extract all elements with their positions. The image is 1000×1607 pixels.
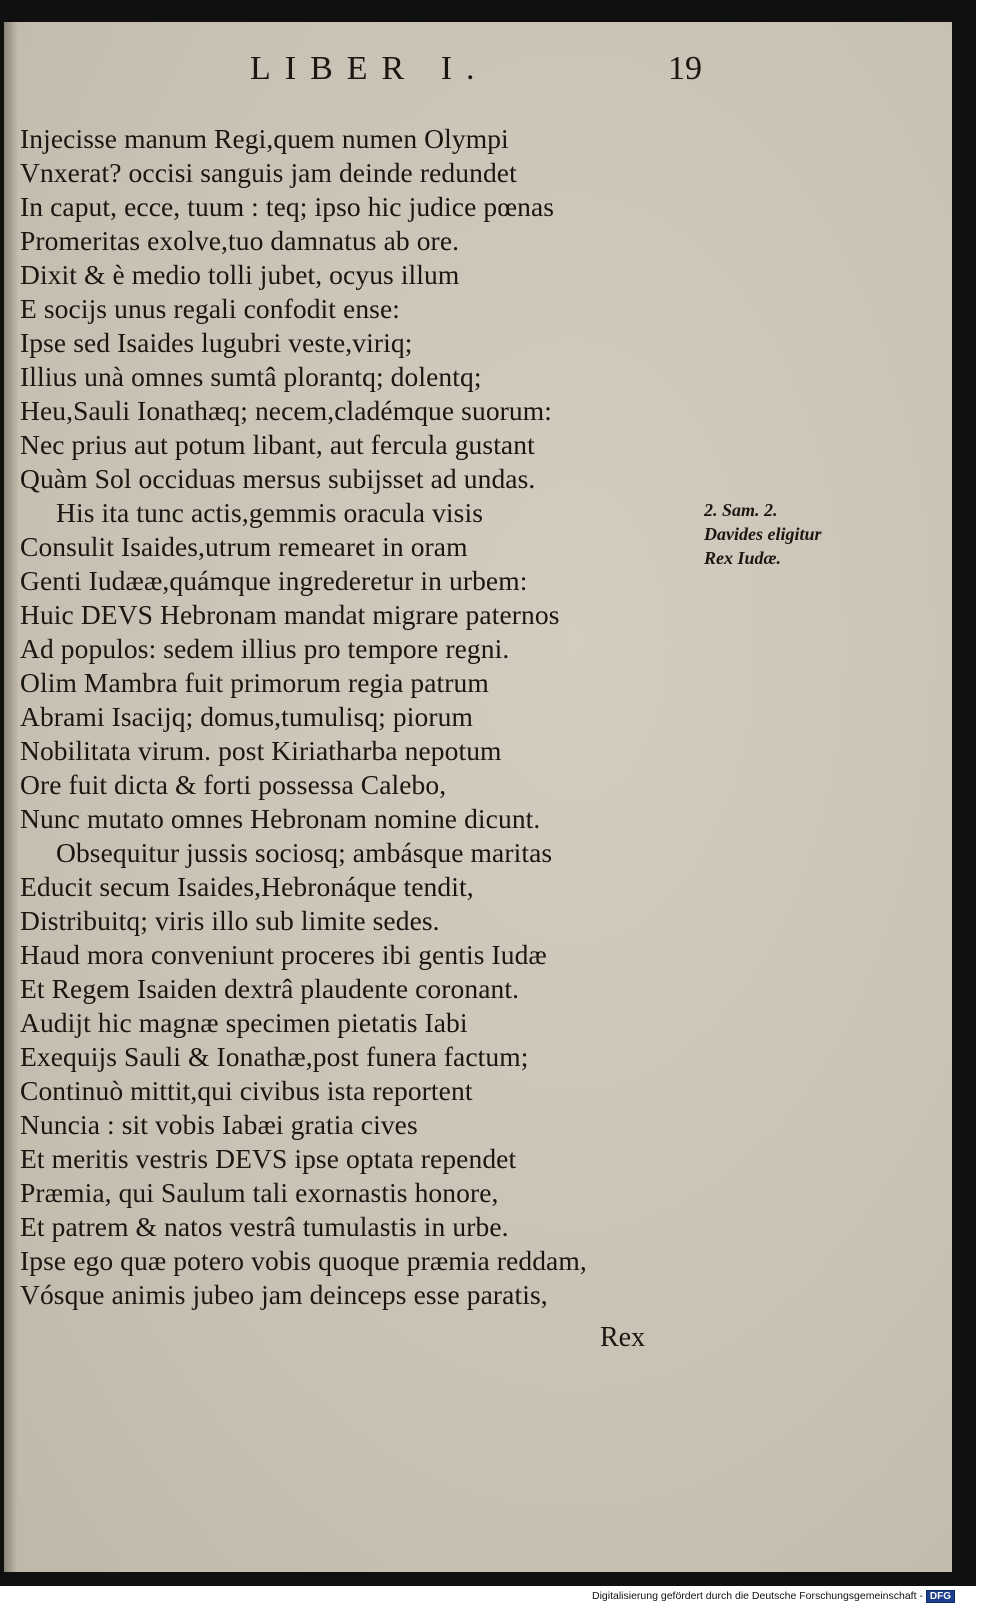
marginal-note-line: 2. Sam. 2. — [704, 500, 778, 520]
verse-line: Audijt hic magnæ specimen pietatis Iabi — [20, 1007, 468, 1038]
verse-line: Præmia, qui Saulum tali exornastis honore, — [20, 1177, 499, 1208]
verse-line: Nec prius aut potum libant, aut fercula gustant — [20, 429, 535, 460]
verse-line: Ore fuit dicta & forti possessa Calebo, — [20, 769, 447, 800]
verse-line: Ad populos: sedem illius pro tempore regni. — [20, 633, 510, 664]
verse-block — [20, 122, 660, 1312]
verse-line: Genti Iudææ,quámque ingrederetur in urbem: — [20, 565, 528, 596]
digitization-credit — [592, 1590, 955, 1603]
verse-line: In caput, ecce, tuum : teq; ipso hic judice pœnas — [20, 191, 555, 222]
verse-line: Ipse sed Isaides lugubri veste,viriq; — [20, 327, 413, 358]
verse-line: Nobilitata virum. post Kiriatharba nepotum — [20, 735, 502, 766]
verse-line: Ipse ego quæ potero vobis quoque præmia reddam, — [20, 1245, 587, 1276]
book-page — [4, 22, 952, 1572]
verse-line: Et Regem Isaiden dextrâ plaudente coronant. — [20, 973, 520, 1004]
running-head: LIBER I. — [250, 50, 489, 87]
verse-line: Promeritas exolve,tuo damnatus ab ore. — [20, 225, 460, 256]
verse-line: Haud mora conveniunt proceres ibi gentis Iudæ — [20, 939, 547, 970]
verse-line: Illius unà omnes sumtâ plorantq; dolentq; — [20, 361, 482, 392]
verse-line: Exequijs Sauli & Ionathæ,post funera factum; — [20, 1041, 529, 1072]
page-number: 19 — [668, 50, 702, 87]
verse-line: Huic DEVS Hebronam mandat migrare paternos — [20, 599, 560, 630]
marginal-note-line: Davides eligitur — [704, 524, 822, 544]
verse-line: Et meritis vestris DEVS ipse optata rependet — [20, 1143, 517, 1174]
verse-line: Continuò mittit,qui civibus ista reportent — [20, 1075, 473, 1106]
credit-text: Digitalisierung gefördert durch die Deutsche Forschungsgemeinschaft - — [592, 1590, 923, 1602]
page-spine-shadow — [4, 22, 18, 1572]
page-header — [4, 50, 952, 94]
verse-line: Quàm Sol occiduas mersus subijsset ad undas. — [20, 463, 536, 494]
marginal-note-line: Rex Iudæ. — [704, 548, 782, 568]
dfg-logo: DFG — [926, 1590, 955, 1603]
verse-line: Vnxerat? occisi sanguis jam deinde redundet — [20, 157, 517, 188]
verse-line: Educit secum Isaides,Hebronáque tendit, — [20, 871, 474, 902]
verse-line: Obsequitur jussis sociosq; ambásque maritas — [56, 837, 553, 868]
verse-line: Vósque animis jubeo jam deinceps esse paratis, — [20, 1279, 548, 1310]
verse-line: Heu,Sauli Ionathæq; necem,cladémque suorum: — [20, 395, 553, 426]
verse-line: Nunc mutato omnes Hebronam nomine dicunt. — [20, 803, 541, 834]
marginal-note — [704, 498, 904, 570]
verse-line: E socijs unus regali confodit ense: — [20, 293, 401, 324]
verse-line: Injecisse manum Regi,quem numen Olympi — [20, 123, 509, 154]
verse-line: Olim Mambra fuit primorum regia patrum — [20, 667, 489, 698]
verse-line: His ita tunc actis,gemmis oracula visis — [56, 497, 484, 528]
verse-line: Dixit & è medio tolli jubet, ocyus illum — [20, 259, 460, 290]
verse-line: Et patrem & natos vestrâ tumulastis in urbe. — [20, 1211, 509, 1242]
verse-line: Consulit Isaides,utrum remearet in oram — [20, 531, 468, 562]
verse-line: Nuncia : sit vobis Iabæi gratia cives — [20, 1109, 418, 1140]
catchword: Rex — [600, 1322, 646, 1353]
verse-line: Distribuitq; viris illo sub limite sedes. — [20, 905, 440, 936]
verse-line: Abrami Isacijq; domus,tumulisq; piorum — [20, 701, 473, 732]
